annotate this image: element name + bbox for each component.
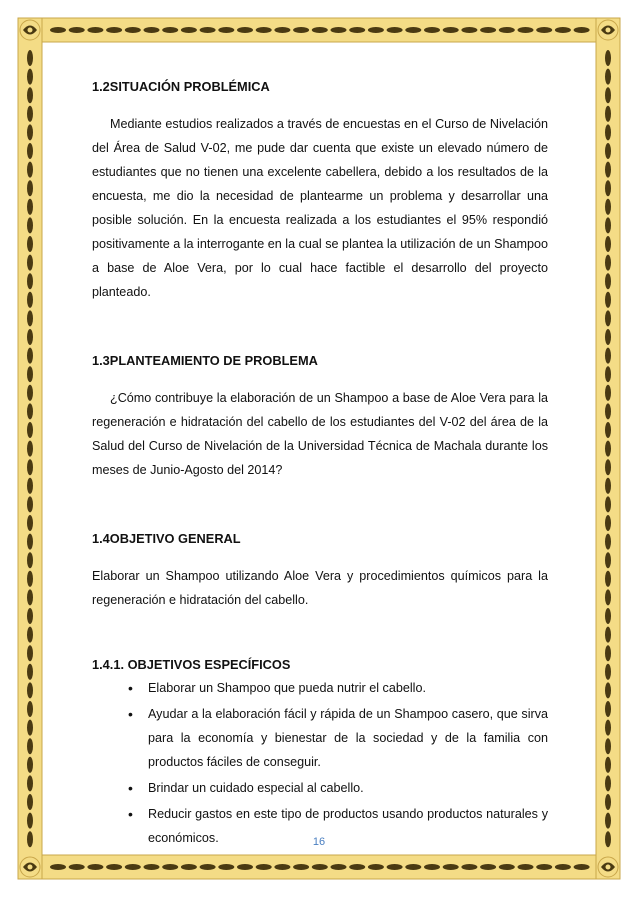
border-bead (27, 757, 33, 773)
border-bead (536, 864, 552, 870)
border-bead (480, 864, 496, 870)
border-bead (50, 864, 66, 870)
border-bead (181, 864, 197, 870)
border-bead (181, 27, 197, 33)
border-bead (27, 645, 33, 661)
border-bead (605, 720, 611, 736)
list-item (148, 702, 548, 774)
border-bead (27, 664, 33, 680)
border-bead (605, 348, 611, 364)
border-bead (387, 864, 403, 870)
corner-ornament-icon (598, 20, 618, 40)
border-bead (27, 589, 33, 605)
border-bead (162, 27, 178, 33)
border-bead (27, 441, 33, 457)
border-bead (27, 162, 33, 178)
border-bead (480, 27, 496, 33)
border-bead (125, 27, 141, 33)
border-bead (461, 27, 477, 33)
border-bead (499, 27, 515, 33)
border-bead (605, 403, 611, 419)
text-line: resultados de la encuesta, me dio la necesidad de plantearme un problema y (92, 165, 549, 203)
border-bead (605, 422, 611, 438)
text-line: desarrollo del proyecto planteado. (92, 261, 548, 299)
border-bead (605, 813, 611, 829)
border-bead (536, 27, 552, 33)
border-bead (605, 255, 611, 271)
border-bead (27, 255, 33, 271)
border-bead (27, 738, 33, 754)
border-bead (331, 864, 347, 870)
text-line: utilización de un Shampoo a base de Aloe Vera, por lo cual hace factible el (92, 237, 549, 275)
text-line: 95% respondió positivamente a la interrogante en la cual se plantea la (92, 213, 548, 251)
text-line: sirva para la economía y bienestar de la sociedad y de la familia con (148, 707, 548, 745)
border-bead (605, 552, 611, 568)
border-bead (605, 627, 611, 643)
border-bead (405, 864, 421, 870)
border-bead (605, 775, 611, 791)
border-bead (50, 27, 66, 33)
border-bead (605, 217, 611, 233)
border-bead (27, 701, 33, 717)
section-planteamiento-problema (92, 352, 548, 482)
text-line: y económicos. (148, 807, 548, 845)
corner-ornament-icon (598, 857, 618, 877)
section-objetivo-general (92, 530, 548, 612)
border-bead (27, 459, 33, 475)
border-bead (27, 682, 33, 698)
border-bead (27, 217, 33, 233)
border-bead (605, 794, 611, 810)
section-situacion-problemica (92, 78, 548, 304)
border-bead (518, 864, 534, 870)
border-bead (27, 794, 33, 810)
list-item (148, 676, 548, 700)
border-bead (605, 515, 611, 531)
document-body (92, 78, 548, 852)
border-bead (605, 236, 611, 252)
section-objetivos-especificos (92, 656, 548, 850)
corner-ornament-icon (20, 20, 40, 40)
border-bead (605, 180, 611, 196)
text-line: Mediante estudios realizados a través de encuestas en el Curso de (110, 117, 487, 131)
border-bead (237, 864, 253, 870)
border-bead (27, 69, 33, 85)
border-bead (605, 459, 611, 475)
border-bead (443, 27, 459, 33)
border-bead (605, 292, 611, 308)
border-bead (27, 143, 33, 159)
border-bead (499, 864, 515, 870)
text-line: de la Salud del Curso de Nivelación de la Universidad Técnica de Machala (92, 415, 549, 453)
border-bead (605, 366, 611, 382)
border-bead (27, 496, 33, 512)
border-bead (27, 608, 33, 624)
border-bead (87, 864, 103, 870)
border-bead (424, 864, 440, 870)
text-line: Elaborar un Shampoo utilizando Aloe Vera y procedimientos químicos para la (92, 569, 548, 583)
paragraph-planteamiento-problema (92, 386, 548, 482)
border-bead (144, 864, 160, 870)
border-bead (368, 27, 384, 33)
page-number: 16 (312, 836, 326, 848)
border-bead (200, 864, 216, 870)
border-bead (293, 27, 309, 33)
border-bead (605, 757, 611, 773)
border-bead (27, 385, 33, 401)
border-bead (27, 552, 33, 568)
border-bead (605, 645, 611, 661)
border-bead (162, 864, 178, 870)
border-bead (605, 385, 611, 401)
border-bead (312, 864, 328, 870)
text-line: regeneración e hidratación del cabello. (92, 593, 309, 607)
border-bead (218, 864, 234, 870)
text-line: durante los meses de Junio-Agosto del 2014? (92, 439, 548, 477)
border-bead (27, 106, 33, 122)
text-line: Nivelación del Área de Salud V-02, me pude dar cuenta que existe un elevado (92, 117, 548, 155)
text-line: Ayudar a la elaboración fácil y rápida de un Shampoo casero, que (148, 707, 518, 721)
text-line: Elaborar un Shampoo que pueda nutrir el cabello. (148, 681, 426, 695)
border-bead (218, 27, 234, 33)
border-bead (69, 864, 85, 870)
border-bead (349, 27, 365, 33)
border-bead (27, 50, 33, 66)
border-bead (27, 813, 33, 829)
border-bead (27, 422, 33, 438)
border-bead (461, 864, 477, 870)
text-line: desarrollar una posible solución. En la encuesta realizada a los estudiantes el (92, 189, 548, 227)
text-line: Brindar un cuidado especial al cabello. (148, 781, 364, 795)
border-bead (555, 27, 571, 33)
border-bead (605, 106, 611, 122)
border-bead (518, 27, 534, 33)
heading-objetivos-especificos: 1.4.1. OBJETIVOS ESPECÍFICOS (92, 657, 291, 672)
border-bead (106, 864, 122, 870)
border-bead (368, 864, 384, 870)
border-bead (27, 273, 33, 289)
border-bead (27, 87, 33, 103)
border-bead (605, 478, 611, 494)
border-bead (349, 864, 365, 870)
paragraph-objetivo-general (92, 564, 548, 612)
border-bead (27, 329, 33, 345)
border-bead (125, 864, 141, 870)
border-bead (27, 180, 33, 196)
border-bead (27, 534, 33, 550)
border-bead (27, 720, 33, 736)
border-bead (256, 27, 272, 33)
text-line: la regeneración e hidratación del cabello de los estudiantes del V-02 del área (92, 391, 549, 429)
text-line: número de estudiantes que no tienen una excelente cabellera, debido a los (92, 141, 549, 179)
border-bead (605, 534, 611, 550)
heading-situacion-problemica: 1.2SITUACIÓN PROBLÉMICA (92, 79, 270, 94)
border-bead (27, 310, 33, 326)
text-line: ¿Cómo contribuye la elaboración de un Shampoo a base de Aloe Vera para (110, 391, 535, 405)
border-bead (274, 864, 290, 870)
border-bead (574, 27, 590, 33)
border-bead (27, 403, 33, 419)
border-bead (293, 864, 309, 870)
border-bead (27, 199, 33, 215)
border-bead (605, 199, 611, 215)
border-bead (27, 236, 33, 252)
border-bead (27, 571, 33, 587)
border-bead (331, 27, 347, 33)
border-bead (27, 627, 33, 643)
border-bead (605, 496, 611, 512)
border-bead (574, 864, 590, 870)
border-bead (27, 515, 33, 531)
border-bead (605, 273, 611, 289)
border-bead (405, 27, 421, 33)
border-bead (256, 864, 272, 870)
border-bead (27, 478, 33, 494)
border-bead (605, 682, 611, 698)
border-bead (443, 864, 459, 870)
heading-objetivo-general: 1.4OBJETIVO GENERAL (92, 531, 241, 546)
corner-ornament-icon (20, 857, 40, 877)
border-bead (27, 775, 33, 791)
border-bead (27, 348, 33, 364)
border-bead (144, 27, 160, 33)
border-bead (605, 162, 611, 178)
border-bead (312, 27, 328, 33)
border-bead (200, 27, 216, 33)
border-bead (237, 27, 253, 33)
border-bead (387, 27, 403, 33)
border-bead (605, 608, 611, 624)
border-bead (555, 864, 571, 870)
paragraph-situacion-problemica (92, 112, 548, 304)
border-bead (87, 27, 103, 33)
border-bead (27, 366, 33, 382)
border-bead (605, 701, 611, 717)
objetivos-especificos-list (92, 676, 548, 850)
text-line: productos fáciles de conseguir. (148, 755, 321, 769)
border-bead (605, 124, 611, 140)
text-line: Reducir gastos en este tipo de productos usando productos naturales (148, 807, 538, 821)
border-bead (605, 69, 611, 85)
border-bead (605, 738, 611, 754)
border-bead (424, 27, 440, 33)
border-bead (106, 27, 122, 33)
border-bead (605, 310, 611, 326)
border-bead (605, 589, 611, 605)
border-bead (605, 87, 611, 103)
border-bead (605, 664, 611, 680)
border-bead (605, 329, 611, 345)
border-bead (605, 143, 611, 159)
border-bead (605, 571, 611, 587)
border-bead (27, 124, 33, 140)
list-item (148, 776, 548, 800)
border-bead (274, 27, 290, 33)
heading-planteamiento-problema: 1.3PLANTEAMIENTO DE PROBLEMA (92, 353, 318, 368)
border-bead (27, 292, 33, 308)
border-bead (605, 441, 611, 457)
border-bead (605, 50, 611, 66)
border-bead (69, 27, 85, 33)
